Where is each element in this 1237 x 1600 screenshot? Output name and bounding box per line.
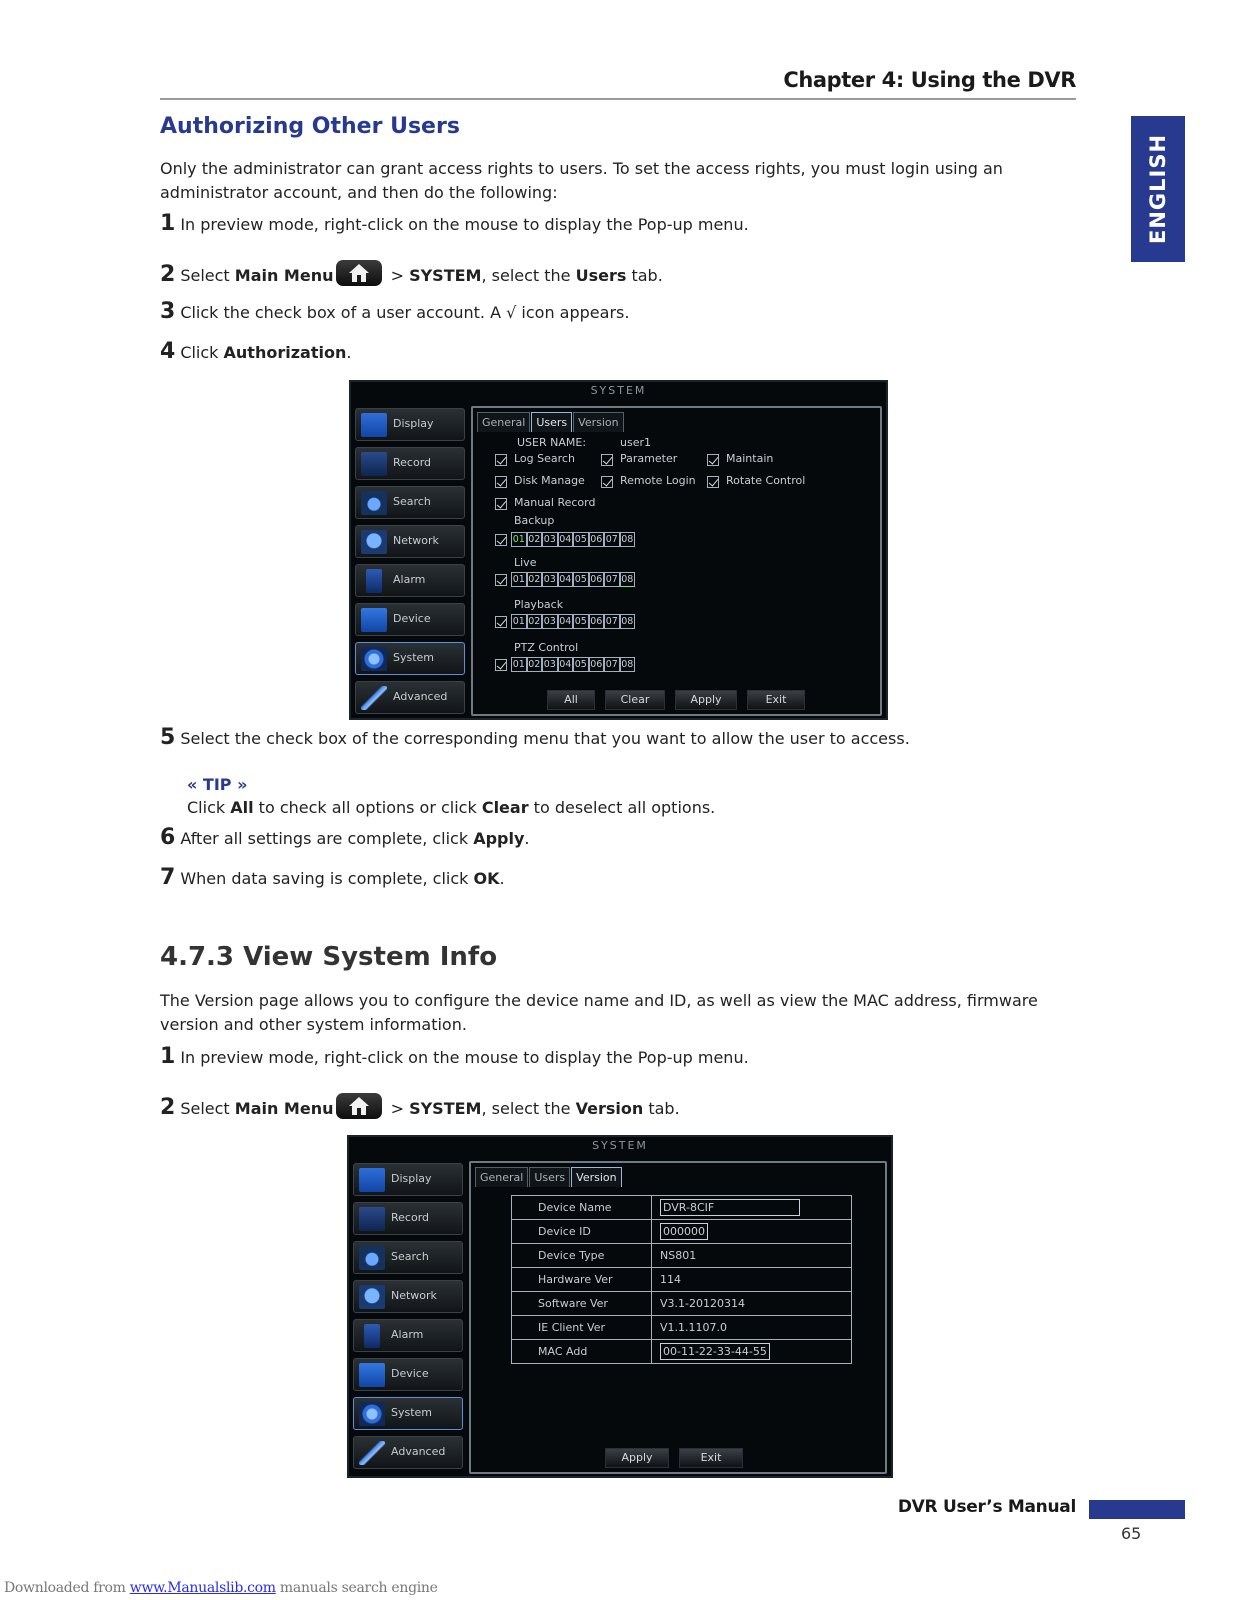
home-icon bbox=[336, 260, 382, 286]
sidebar-item-display[interactable] bbox=[353, 1163, 463, 1196]
footer-bar bbox=[1089, 1500, 1185, 1519]
tip-text bbox=[187, 798, 715, 817]
channel-box[interactable]: 03 bbox=[543, 574, 556, 585]
group-label: Playback bbox=[514, 598, 564, 611]
gear-icon bbox=[361, 647, 387, 671]
download-text: manuals search engine bbox=[275, 1580, 438, 1596]
rotate-control-checkbox[interactable] bbox=[707, 476, 719, 488]
users-panel bbox=[471, 406, 882, 716]
channel-box[interactable]: 05 bbox=[574, 659, 587, 670]
disk-manage-checkbox[interactable] bbox=[495, 476, 507, 488]
step-number: 6 bbox=[160, 825, 176, 850]
tab-version[interactable]: Version bbox=[573, 412, 623, 432]
row-key: Device Name bbox=[512, 1196, 652, 1220]
device-icon bbox=[359, 1363, 385, 1387]
dvr-sidebar bbox=[355, 408, 465, 720]
sidebar-item-label: System bbox=[393, 651, 435, 664]
group-label: Live bbox=[514, 556, 537, 569]
row-value: 114 bbox=[652, 1268, 852, 1292]
tip-fragment: to check all options or click bbox=[253, 798, 482, 817]
table-row bbox=[512, 1268, 852, 1292]
sidebar-item-display[interactable] bbox=[355, 408, 465, 441]
authorization-label: Authorization bbox=[223, 343, 347, 362]
language-tab-label: ENGLISH bbox=[1146, 133, 1170, 245]
dvr-tabs bbox=[475, 1167, 623, 1187]
system-label: SYSTEM bbox=[409, 266, 482, 285]
step-text: Select the check box of the corresponding menu that you want to allow the user to access. bbox=[180, 729, 910, 748]
section-intro: Only the administrator can grant access rights to users. To set the access rights, you must login using an administrator account, and then do the following: bbox=[160, 159, 1003, 202]
perm-label: Disk Manage bbox=[514, 474, 585, 487]
tab-users[interactable]: Users bbox=[531, 412, 572, 432]
channel-box[interactable]: 03 bbox=[543, 659, 556, 670]
channel-box[interactable]: 05 bbox=[574, 574, 587, 585]
row-key: Hardware Ver bbox=[512, 1268, 652, 1292]
network-icon bbox=[359, 1285, 385, 1309]
manual-record-checkbox[interactable] bbox=[495, 498, 507, 510]
sidebar-item-device[interactable] bbox=[353, 1358, 463, 1391]
channel-box[interactable]: 05 bbox=[574, 534, 587, 545]
clear-button[interactable]: Clear bbox=[605, 690, 665, 710]
channel-box[interactable]: 04 bbox=[559, 616, 572, 627]
display-icon bbox=[361, 413, 387, 437]
table-row bbox=[512, 1220, 852, 1244]
table-row bbox=[512, 1196, 852, 1220]
apply-button[interactable]: Apply bbox=[605, 1448, 669, 1468]
row-key: MAC Add bbox=[512, 1340, 652, 1364]
perm-label: Maintain bbox=[726, 452, 774, 465]
step-3 bbox=[160, 300, 1076, 325]
row-value: NS801 bbox=[652, 1244, 852, 1268]
step-text: In preview mode, right-click on the mouse to display the Pop-up menu. bbox=[180, 1048, 749, 1067]
sidebar-item-record[interactable] bbox=[353, 1202, 463, 1235]
channel-box[interactable]: 08 bbox=[621, 534, 634, 545]
sidebar-item-label: Search bbox=[393, 495, 431, 508]
perm-label: Manual Record bbox=[514, 496, 596, 509]
table-row bbox=[512, 1244, 852, 1268]
search-icon bbox=[359, 1246, 385, 1270]
channel-box[interactable]: 06 bbox=[590, 616, 603, 627]
channel-box[interactable]: 08 bbox=[621, 616, 634, 627]
dvr-users-screenshot bbox=[349, 380, 888, 720]
sub-step-1 bbox=[160, 1045, 1076, 1070]
step-1 bbox=[160, 212, 1076, 237]
main-menu-label: Main Menu bbox=[234, 1099, 334, 1118]
manual-title: DVR User’s Manual bbox=[897, 1497, 1076, 1517]
ptz-channels bbox=[511, 657, 635, 672]
alarm-icon bbox=[366, 569, 382, 593]
subsection-title: 4.7.3 View System Info bbox=[160, 942, 498, 972]
sidebar-item-search[interactable] bbox=[353, 1241, 463, 1274]
channel-box[interactable]: 07 bbox=[605, 659, 618, 670]
language-tab bbox=[1131, 116, 1185, 262]
row-value bbox=[652, 1340, 852, 1364]
step-number: 1 bbox=[160, 211, 176, 236]
channel-box[interactable]: 08 bbox=[621, 659, 634, 670]
tab-general[interactable]: General bbox=[475, 1167, 528, 1187]
channel-box[interactable]: 07 bbox=[605, 534, 618, 545]
sidebar-item-alarm[interactable] bbox=[355, 564, 465, 597]
step-text: Select bbox=[180, 1099, 235, 1118]
search-icon bbox=[361, 491, 387, 515]
record-icon bbox=[359, 1207, 385, 1231]
perm-label: Log Search bbox=[514, 452, 575, 465]
channel-box[interactable]: 06 bbox=[590, 574, 603, 585]
users-tab-label: Users bbox=[575, 266, 627, 285]
sidebar-item-label: Network bbox=[393, 534, 439, 547]
channel-box[interactable]: 05 bbox=[574, 616, 587, 627]
all-button[interactable]: All bbox=[547, 690, 595, 710]
step-7 bbox=[160, 866, 1076, 891]
backup-channels bbox=[511, 532, 635, 547]
sidebar-item-system[interactable] bbox=[353, 1397, 463, 1430]
step-text: , select the bbox=[481, 1099, 576, 1118]
tab-users[interactable]: Users bbox=[529, 1167, 570, 1187]
sidebar-item-label: Search bbox=[391, 1250, 429, 1263]
step-4 bbox=[160, 340, 1076, 365]
sidebar-item-label: Record bbox=[393, 456, 432, 469]
apply-button[interactable]: Apply bbox=[675, 690, 737, 710]
device-id-input[interactable]: 000000 bbox=[660, 1223, 708, 1240]
sidebar-item-record[interactable] bbox=[355, 447, 465, 480]
table-row bbox=[512, 1292, 852, 1316]
gear-icon bbox=[359, 1402, 385, 1426]
tip-clear: Clear bbox=[481, 798, 529, 817]
step-number: 3 bbox=[160, 299, 176, 324]
perm-label: Parameter bbox=[620, 452, 678, 465]
dvr-title: SYSTEM bbox=[590, 384, 647, 397]
tip-all: All bbox=[230, 798, 254, 817]
mac-address-value: 00-11-22-33-44-55 bbox=[660, 1343, 770, 1360]
parameter-checkbox[interactable] bbox=[601, 454, 613, 466]
channel-box[interactable]: 06 bbox=[590, 534, 603, 545]
sidebar-item-network[interactable] bbox=[353, 1280, 463, 1313]
channel-box[interactable]: 01 bbox=[512, 574, 525, 585]
dvr-title: SYSTEM bbox=[592, 1139, 648, 1152]
row-key: Software Ver bbox=[512, 1292, 652, 1316]
device-icon bbox=[361, 608, 387, 632]
step-6 bbox=[160, 826, 1076, 851]
channel-box[interactable]: 04 bbox=[559, 574, 572, 585]
row-value[interactable] bbox=[652, 1220, 852, 1244]
channel-box[interactable]: 01 bbox=[512, 659, 525, 670]
tip-label: « TIP » bbox=[187, 775, 248, 794]
row-value: V3.1-20120314 bbox=[652, 1292, 852, 1316]
channel-box[interactable]: 03 bbox=[543, 616, 556, 627]
step-text: . bbox=[346, 343, 352, 362]
step-number: 7 bbox=[160, 865, 176, 890]
channel-box[interactable]: 04 bbox=[559, 534, 572, 545]
channel-box[interactable]: 02 bbox=[528, 574, 541, 585]
exit-button[interactable]: Exit bbox=[747, 690, 805, 710]
sidebar-item-label: Display bbox=[391, 1172, 432, 1185]
step-text: After all settings are complete, click bbox=[180, 829, 474, 848]
row-key: IE Client Ver bbox=[512, 1316, 652, 1340]
step-2 bbox=[160, 260, 1076, 288]
step-text: , select the bbox=[481, 266, 576, 285]
channel-box[interactable]: 04 bbox=[559, 659, 572, 670]
sidebar-item-system[interactable] bbox=[355, 642, 465, 675]
subsection-intro: The Version page allows you to configure the device name and ID, as well as view the MAC address, firmware version and other system information. bbox=[160, 991, 1038, 1034]
main-menu-label: Main Menu bbox=[234, 266, 334, 285]
network-icon bbox=[361, 530, 387, 554]
channel-box[interactable]: 06 bbox=[590, 659, 603, 670]
username-label: USER NAME: bbox=[517, 436, 587, 449]
download-line bbox=[4, 1580, 438, 1596]
step-text: When data saving is complete, click bbox=[180, 869, 474, 888]
sidebar-item-label: Display bbox=[393, 417, 434, 430]
step-number: 4 bbox=[160, 339, 176, 364]
alarm-icon bbox=[364, 1324, 380, 1348]
system-label: SYSTEM bbox=[409, 1099, 482, 1118]
apply-label: Apply bbox=[473, 829, 525, 848]
channel-box[interactable]: 07 bbox=[605, 574, 618, 585]
live-channels bbox=[511, 572, 635, 587]
step-number: 5 bbox=[160, 725, 176, 750]
log-search-checkbox[interactable] bbox=[495, 454, 507, 466]
sidebar-item-advanced[interactable] bbox=[355, 681, 465, 714]
username-value: user1 bbox=[620, 436, 651, 449]
header-rule bbox=[160, 98, 1076, 100]
row-key: Device ID bbox=[512, 1220, 652, 1244]
sidebar-item-advanced[interactable] bbox=[353, 1436, 463, 1469]
record-icon bbox=[361, 452, 387, 476]
channel-box[interactable]: 07 bbox=[605, 616, 618, 627]
step-number: 2 bbox=[160, 1095, 176, 1120]
ok-label: OK bbox=[473, 869, 500, 888]
sidebar-item-label: Device bbox=[391, 1367, 429, 1380]
sidebar-item-label: Alarm bbox=[391, 1328, 424, 1341]
playback-channels bbox=[511, 614, 635, 629]
dvr-tabs bbox=[477, 412, 625, 432]
sidebar-item-label: Device bbox=[393, 612, 431, 625]
chapter-header: Chapter 4: Using the DVR bbox=[783, 68, 1076, 92]
step-number: 1 bbox=[160, 1044, 176, 1069]
sidebar-item-alarm[interactable] bbox=[353, 1319, 463, 1352]
section-title: Authorizing Other Users bbox=[160, 114, 460, 139]
sidebar-item-device[interactable] bbox=[355, 603, 465, 636]
step-text: Click the check box of a user account. A √ icon appears. bbox=[180, 303, 630, 322]
step-text: Select bbox=[180, 266, 235, 285]
channel-box[interactable]: 08 bbox=[621, 574, 634, 585]
display-icon bbox=[359, 1168, 385, 1192]
exit-button[interactable]: Exit bbox=[679, 1448, 743, 1468]
table-row bbox=[512, 1340, 852, 1364]
sidebar-item-label: System bbox=[391, 1406, 433, 1419]
row-value[interactable] bbox=[652, 1196, 852, 1220]
sidebar-item-label: Network bbox=[391, 1289, 437, 1302]
channel-box[interactable]: 02 bbox=[528, 534, 541, 545]
channel-box[interactable]: 02 bbox=[528, 616, 541, 627]
live-checkbox[interactable] bbox=[495, 574, 507, 586]
home-icon bbox=[336, 1093, 382, 1119]
row-value: V1.1.1107.0 bbox=[652, 1316, 852, 1340]
manualslib-link[interactable]: www.Manualslib.com bbox=[129, 1580, 276, 1596]
channel-box[interactable]: 01 bbox=[512, 534, 525, 545]
step-number: 2 bbox=[160, 262, 176, 287]
version-tab-label: Version bbox=[575, 1099, 644, 1118]
sidebar-item-label: Record bbox=[391, 1211, 430, 1224]
download-text: Downloaded from bbox=[4, 1580, 130, 1596]
row-key: Device Type bbox=[512, 1244, 652, 1268]
sub-step-2 bbox=[160, 1093, 1076, 1121]
wrench-icon bbox=[359, 1441, 385, 1465]
tab-version[interactable]: Version bbox=[571, 1167, 621, 1187]
step-text: Click bbox=[180, 343, 224, 362]
channel-box[interactable]: 02 bbox=[528, 659, 541, 670]
sidebar-item-search[interactable] bbox=[355, 486, 465, 519]
perm-label: Remote Login bbox=[620, 474, 696, 487]
step-text: > bbox=[385, 266, 410, 285]
sidebar-item-label: Advanced bbox=[393, 690, 448, 703]
system-info-table bbox=[511, 1195, 852, 1364]
sidebar-item-label: Alarm bbox=[393, 573, 426, 586]
tab-general[interactable]: General bbox=[477, 412, 530, 432]
perm-label: Rotate Control bbox=[726, 474, 806, 487]
group-label: PTZ Control bbox=[514, 641, 579, 654]
ptz-control-checkbox[interactable] bbox=[495, 659, 507, 671]
maintain-checkbox[interactable] bbox=[707, 454, 719, 466]
table-row bbox=[512, 1316, 852, 1340]
step-text: In preview mode, right-click on the mouse to display the Pop-up menu. bbox=[180, 215, 749, 234]
sidebar-item-network[interactable] bbox=[355, 525, 465, 558]
playback-checkbox[interactable] bbox=[495, 616, 507, 628]
step-text: . bbox=[499, 869, 505, 888]
step-text: tab. bbox=[626, 266, 663, 285]
step-5 bbox=[160, 726, 1076, 751]
dvr-sidebar bbox=[353, 1163, 463, 1475]
step-text: tab. bbox=[643, 1099, 680, 1118]
step-text: . bbox=[524, 829, 530, 848]
sidebar-item-label: Advanced bbox=[391, 1445, 446, 1458]
step-text: > bbox=[385, 1099, 410, 1118]
version-panel bbox=[469, 1161, 887, 1474]
group-label: Backup bbox=[514, 514, 555, 527]
tip-fragment: Click bbox=[187, 798, 231, 817]
remote-login-checkbox[interactable] bbox=[601, 476, 613, 488]
channel-box[interactable]: 03 bbox=[543, 534, 556, 545]
device-name-input[interactable]: DVR-8CIF bbox=[660, 1199, 800, 1216]
wrench-icon bbox=[361, 686, 387, 710]
page-number: 65 bbox=[1121, 1524, 1142, 1543]
channel-box[interactable]: 01 bbox=[512, 616, 525, 627]
backup-checkbox[interactable] bbox=[495, 534, 507, 546]
dvr-version-screenshot bbox=[347, 1135, 893, 1478]
tip-fragment: to deselect all options. bbox=[528, 798, 716, 817]
